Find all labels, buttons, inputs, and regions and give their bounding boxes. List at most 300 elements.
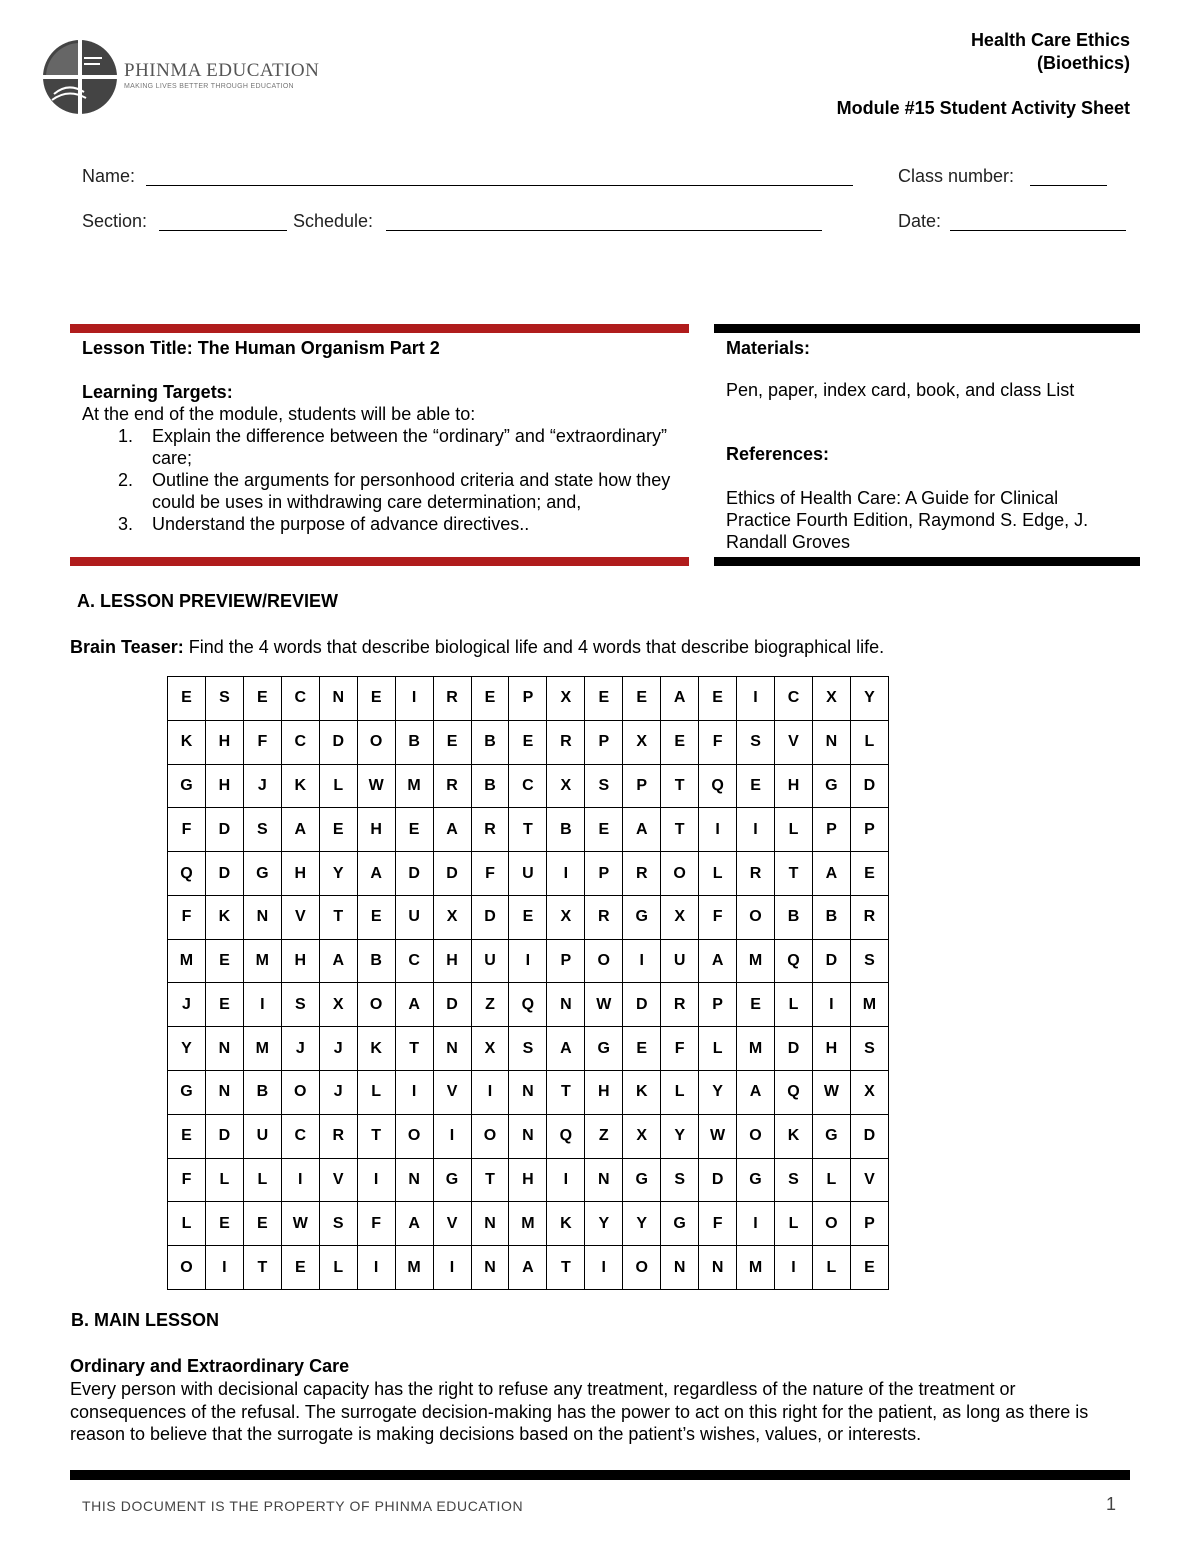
grid-cell: W bbox=[281, 1202, 319, 1246]
grid-cell: K bbox=[281, 764, 319, 808]
grid-cell: E bbox=[168, 1114, 206, 1158]
grid-cell: C bbox=[281, 1114, 319, 1158]
grid-cell: F bbox=[661, 1027, 699, 1071]
grid-cell: O bbox=[395, 1114, 433, 1158]
grid-cell: F bbox=[699, 720, 737, 764]
grid-cell: H bbox=[205, 764, 243, 808]
grid-cell: M bbox=[850, 983, 888, 1027]
grid-cell: E bbox=[699, 677, 737, 721]
grid-cell: T bbox=[243, 1246, 281, 1290]
grid-row bbox=[168, 1027, 889, 1071]
grid-cell: S bbox=[585, 764, 623, 808]
grid-cell: X bbox=[850, 1071, 888, 1115]
grid-cell: O bbox=[812, 1202, 850, 1246]
grid-cell: E bbox=[509, 895, 547, 939]
grid-cell: O bbox=[281, 1071, 319, 1115]
grid-cell: Y bbox=[168, 1027, 206, 1071]
grid-cell: I bbox=[395, 1071, 433, 1115]
grid-cell: G bbox=[243, 852, 281, 896]
grid-cell: N bbox=[661, 1246, 699, 1290]
grid-cell: E bbox=[585, 677, 623, 721]
grid-cell: H bbox=[433, 939, 471, 983]
grid-cell: K bbox=[623, 1071, 661, 1115]
grid-cell: R bbox=[661, 983, 699, 1027]
grid-cell: I bbox=[471, 1071, 509, 1115]
grid-cell: L bbox=[775, 1202, 813, 1246]
grid-cell: L bbox=[699, 1027, 737, 1071]
grid-cell: H bbox=[281, 939, 319, 983]
grid-cell: F bbox=[699, 1202, 737, 1246]
grid-cell: S bbox=[509, 1027, 547, 1071]
references-text: Ethics of Health Care: A Guide for Clinical Practice Fourth Edition, Raymond S. Edge, J. Randall Groves bbox=[726, 488, 1089, 552]
grid-cell: S bbox=[281, 983, 319, 1027]
grid-cell: I bbox=[585, 1246, 623, 1290]
grid-cell: E bbox=[623, 1027, 661, 1071]
grid-cell: E bbox=[205, 983, 243, 1027]
grid-cell: H bbox=[205, 720, 243, 764]
grid-cell: D bbox=[850, 1114, 888, 1158]
grid-row bbox=[168, 677, 889, 721]
grid-cell: T bbox=[547, 1071, 585, 1115]
grid-cell: F bbox=[699, 895, 737, 939]
grid-cell: E bbox=[471, 677, 509, 721]
grid-cell: C bbox=[395, 939, 433, 983]
grid-cell: J bbox=[168, 983, 206, 1027]
grid-cell: B bbox=[775, 895, 813, 939]
grid-cell: I bbox=[357, 1158, 395, 1202]
grid-cell: G bbox=[585, 1027, 623, 1071]
brain-teaser-label: Brain Teaser: bbox=[70, 637, 184, 657]
grid-cell: I bbox=[737, 1202, 775, 1246]
grid-cell: D bbox=[205, 808, 243, 852]
grid-cell: R bbox=[471, 808, 509, 852]
grid-cell: D bbox=[699, 1158, 737, 1202]
grid-cell: C bbox=[775, 677, 813, 721]
grid-cell: I bbox=[737, 677, 775, 721]
grid-cell: D bbox=[812, 939, 850, 983]
grid-cell: G bbox=[433, 1158, 471, 1202]
grid-cell: R bbox=[623, 852, 661, 896]
grid-row bbox=[168, 983, 889, 1027]
grid-cell: T bbox=[357, 1114, 395, 1158]
section-field[interactable] bbox=[159, 230, 287, 231]
course-title: Health Care Ethics bbox=[970, 30, 1130, 50]
grid-cell: Y bbox=[661, 1114, 699, 1158]
word-search-grid bbox=[167, 676, 889, 1290]
grid-cell: A bbox=[433, 808, 471, 852]
grid-cell: H bbox=[281, 852, 319, 896]
grid-cell: Q bbox=[547, 1114, 585, 1158]
lesson-box-bottom-bar bbox=[70, 557, 689, 566]
grid-row bbox=[168, 764, 889, 808]
grid-cell: E bbox=[357, 677, 395, 721]
grid-cell: M bbox=[395, 1246, 433, 1290]
grid-cell: I bbox=[547, 852, 585, 896]
grid-cell: Q bbox=[509, 983, 547, 1027]
grid-cell: S bbox=[243, 808, 281, 852]
lesson-title: Lesson Title: The Human Organism Part 2 bbox=[82, 338, 440, 358]
grid-cell: N bbox=[509, 1114, 547, 1158]
grid-cell: A bbox=[547, 1027, 585, 1071]
section-a-heading: A. LESSON PREVIEW/REVIEW bbox=[77, 591, 339, 611]
grid-cell: I bbox=[547, 1158, 585, 1202]
grid-cell: I bbox=[812, 983, 850, 1027]
grid-cell: S bbox=[319, 1202, 357, 1246]
grid-cell: I bbox=[357, 1246, 395, 1290]
grid-cell: S bbox=[850, 939, 888, 983]
grid-cell: S bbox=[775, 1158, 813, 1202]
grid-cell: H bbox=[812, 1027, 850, 1071]
grid-cell: V bbox=[281, 895, 319, 939]
grid-cell: H bbox=[357, 808, 395, 852]
grid-cell: S bbox=[850, 1027, 888, 1071]
grid-cell: F bbox=[168, 895, 206, 939]
grid-row bbox=[168, 1158, 889, 1202]
grid-cell: K bbox=[775, 1114, 813, 1158]
grid-cell: N bbox=[812, 720, 850, 764]
grid-cell: A bbox=[699, 939, 737, 983]
section-b-paragraph: Every person with decisional capacity has the right to refuse any treatment, regardless of the nature of the treatment or consequences of the refusal. The surrogate decision-making has the power to act on this right for the patient, as long as there is reason to believe that the surrogate is making decisions based on the patient’s wishes, values, or interests. bbox=[70, 1379, 1089, 1444]
grid-cell: L bbox=[319, 764, 357, 808]
module-title: Module #15 Student Activity Sheet bbox=[836, 98, 1130, 118]
grid-cell: P bbox=[509, 677, 547, 721]
grid-cell: P bbox=[547, 939, 585, 983]
page-number: 1 bbox=[1105, 1494, 1116, 1514]
grid-cell: Z bbox=[471, 983, 509, 1027]
grid-cell: F bbox=[168, 808, 206, 852]
logo-name: PHINMA EDUCATION bbox=[124, 60, 320, 81]
learning-targets-list bbox=[82, 425, 682, 535]
grid-cell: S bbox=[737, 720, 775, 764]
grid-cell: L bbox=[168, 1202, 206, 1246]
grid-cell: D bbox=[433, 852, 471, 896]
list-item-text: Outline the arguments for personhood criteria and state how they could be uses in withdrawing care determination; and, bbox=[152, 470, 671, 512]
grid-cell: M bbox=[737, 939, 775, 983]
section-b-heading: B. MAIN LESSON bbox=[71, 1310, 220, 1330]
name-field[interactable] bbox=[146, 185, 853, 186]
course-subtitle: (Bioethics) bbox=[1036, 53, 1130, 73]
grid-cell: X bbox=[547, 677, 585, 721]
grid-cell: U bbox=[243, 1114, 281, 1158]
grid-row bbox=[168, 1071, 889, 1115]
grid-cell: H bbox=[585, 1071, 623, 1115]
grid-cell: Y bbox=[699, 1071, 737, 1115]
schedule-field[interactable] bbox=[386, 230, 822, 231]
section-b-subheading: Ordinary and Extraordinary Care bbox=[70, 1356, 350, 1376]
grid-cell: N bbox=[585, 1158, 623, 1202]
grid-cell: U bbox=[395, 895, 433, 939]
grid-cell: L bbox=[775, 983, 813, 1027]
grid-cell: E bbox=[243, 1202, 281, 1246]
grid-cell: G bbox=[623, 1158, 661, 1202]
grid-cell: R bbox=[547, 720, 585, 764]
grid-cell: I bbox=[243, 983, 281, 1027]
grid-cell: U bbox=[471, 939, 509, 983]
date-field[interactable] bbox=[950, 230, 1126, 231]
grid-cell: E bbox=[319, 808, 357, 852]
grid-cell: G bbox=[812, 764, 850, 808]
materials-heading: Materials: bbox=[726, 338, 811, 358]
grid-cell: M bbox=[737, 1027, 775, 1071]
grid-cell: L bbox=[775, 808, 813, 852]
grid-cell: A bbox=[319, 939, 357, 983]
grid-cell: P bbox=[585, 720, 623, 764]
grid-cell: R bbox=[433, 677, 471, 721]
grid-cell: D bbox=[319, 720, 357, 764]
brain-teaser-text: Find the 4 words that describe biological life and 4 words that describe biographical life. bbox=[183, 637, 885, 657]
list-item-number: 2. bbox=[118, 470, 134, 490]
grid-cell: S bbox=[205, 677, 243, 721]
grid-cell: T bbox=[509, 808, 547, 852]
date-label: Date: bbox=[898, 211, 942, 231]
grid-row bbox=[168, 939, 889, 983]
grid-cell: C bbox=[281, 720, 319, 764]
grid-cell: O bbox=[737, 895, 775, 939]
grid-cell: U bbox=[661, 939, 699, 983]
grid-cell: J bbox=[319, 1027, 357, 1071]
grid-cell: Y bbox=[319, 852, 357, 896]
grid-cell: E bbox=[433, 720, 471, 764]
grid-cell: A bbox=[395, 1202, 433, 1246]
grid-cell: O bbox=[737, 1114, 775, 1158]
learning-targets-heading: Learning Targets: bbox=[82, 382, 233, 402]
grid-cell: Q bbox=[168, 852, 206, 896]
grid-cell: M bbox=[243, 939, 281, 983]
grid-cell: G bbox=[737, 1158, 775, 1202]
grid-cell: T bbox=[395, 1027, 433, 1071]
grid-cell: X bbox=[623, 720, 661, 764]
grid-cell: S bbox=[661, 1158, 699, 1202]
grid-cell: P bbox=[585, 852, 623, 896]
grid-cell: I bbox=[623, 939, 661, 983]
grid-cell: M bbox=[395, 764, 433, 808]
grid-row bbox=[168, 1246, 889, 1290]
footer-text: THIS DOCUMENT IS THE PROPERTY OF PHINMA EDUCATION bbox=[82, 1498, 524, 1514]
footer-bar bbox=[70, 1470, 1130, 1480]
grid-cell: I bbox=[205, 1246, 243, 1290]
grid-row bbox=[168, 1114, 889, 1158]
grid-cell: F bbox=[471, 852, 509, 896]
grid-cell: I bbox=[699, 808, 737, 852]
grid-row bbox=[168, 852, 889, 896]
grid-cell: M bbox=[737, 1246, 775, 1290]
grid-cell: E bbox=[243, 677, 281, 721]
grid-cell: A bbox=[661, 677, 699, 721]
lesson-box-top-bar bbox=[70, 324, 689, 333]
grid-cell: E bbox=[281, 1246, 319, 1290]
brain-teaser bbox=[70, 636, 884, 659]
grid-row bbox=[168, 720, 889, 764]
grid-cell: Y bbox=[623, 1202, 661, 1246]
grid-cell: N bbox=[471, 1202, 509, 1246]
grid-cell: N bbox=[205, 1071, 243, 1115]
grid-cell: D bbox=[471, 895, 509, 939]
grid-cell: F bbox=[168, 1158, 206, 1202]
materials-box-top-bar bbox=[714, 324, 1140, 333]
grid-cell: R bbox=[850, 895, 888, 939]
grid-cell: T bbox=[661, 764, 699, 808]
list-item-text: Explain the difference between the “ordinary” and “extraordinary” care; bbox=[152, 426, 667, 468]
grid-cell: E bbox=[623, 677, 661, 721]
materials-box-bottom-bar bbox=[714, 557, 1140, 566]
grid-row bbox=[168, 808, 889, 852]
grid-cell: B bbox=[243, 1071, 281, 1115]
grid-cell: O bbox=[623, 1246, 661, 1290]
grid-cell: K bbox=[205, 895, 243, 939]
grid-cell: I bbox=[509, 939, 547, 983]
grid-cell: F bbox=[243, 720, 281, 764]
grid-cell: Y bbox=[585, 1202, 623, 1246]
grid-cell: O bbox=[357, 720, 395, 764]
grid-cell: J bbox=[281, 1027, 319, 1071]
grid-cell: Q bbox=[699, 764, 737, 808]
grid-cell: N bbox=[471, 1246, 509, 1290]
grid-cell: P bbox=[623, 764, 661, 808]
grid-cell: L bbox=[812, 1246, 850, 1290]
grid-cell: W bbox=[812, 1071, 850, 1115]
grid-cell: K bbox=[168, 720, 206, 764]
grid-cell: A bbox=[357, 852, 395, 896]
grid-cell: I bbox=[775, 1246, 813, 1290]
grid-cell: N bbox=[699, 1246, 737, 1290]
grid-cell: B bbox=[471, 720, 509, 764]
grid-cell: L bbox=[205, 1158, 243, 1202]
grid-cell: Q bbox=[775, 1071, 813, 1115]
grid-cell: N bbox=[433, 1027, 471, 1071]
grid-cell: P bbox=[850, 808, 888, 852]
list-item bbox=[82, 513, 682, 535]
materials-text: Pen, paper, index card, book, and class List bbox=[726, 380, 1075, 400]
grid-cell: V bbox=[433, 1202, 471, 1246]
class-number-field[interactable] bbox=[1030, 185, 1107, 186]
grid-cell: A bbox=[623, 808, 661, 852]
grid-cell: O bbox=[661, 852, 699, 896]
grid-cell: X bbox=[319, 983, 357, 1027]
grid-cell: W bbox=[699, 1114, 737, 1158]
grid-cell: G bbox=[168, 1071, 206, 1115]
grid-cell: X bbox=[661, 895, 699, 939]
grid-cell: D bbox=[205, 1114, 243, 1158]
name-label: Name: bbox=[82, 166, 136, 186]
grid-cell: L bbox=[850, 720, 888, 764]
grid-cell: A bbox=[281, 808, 319, 852]
grid-cell: I bbox=[395, 677, 433, 721]
grid-cell: L bbox=[357, 1071, 395, 1115]
grid-cell: N bbox=[509, 1071, 547, 1115]
grid-cell: C bbox=[281, 677, 319, 721]
grid-cell: N bbox=[205, 1027, 243, 1071]
list-item-number: 3. bbox=[118, 514, 134, 534]
grid-cell: D bbox=[775, 1027, 813, 1071]
grid-cell: M bbox=[243, 1027, 281, 1071]
grid-cell: W bbox=[585, 983, 623, 1027]
grid-cell: F bbox=[357, 1202, 395, 1246]
grid-cell: N bbox=[395, 1158, 433, 1202]
grid-cell: D bbox=[433, 983, 471, 1027]
grid-cell: B bbox=[547, 808, 585, 852]
grid-cell: L bbox=[661, 1071, 699, 1115]
grid-cell: E bbox=[357, 895, 395, 939]
grid-cell: T bbox=[547, 1246, 585, 1290]
class-number-label: Class number: bbox=[898, 166, 1015, 186]
grid-cell: X bbox=[623, 1114, 661, 1158]
grid-cell: L bbox=[812, 1158, 850, 1202]
grid-cell: R bbox=[319, 1114, 357, 1158]
grid-cell: N bbox=[243, 895, 281, 939]
grid-cell: E bbox=[205, 939, 243, 983]
grid-cell: T bbox=[775, 852, 813, 896]
grid-cell: O bbox=[357, 983, 395, 1027]
grid-cell: B bbox=[812, 895, 850, 939]
grid-cell: H bbox=[509, 1158, 547, 1202]
grid-cell: P bbox=[812, 808, 850, 852]
list-item-text: Understand the purpose of advance directives.. bbox=[152, 514, 530, 534]
grid-cell: I bbox=[737, 808, 775, 852]
grid-cell: I bbox=[433, 1114, 471, 1158]
grid-cell: E bbox=[850, 1246, 888, 1290]
grid-cell: X bbox=[812, 677, 850, 721]
grid-cell: T bbox=[471, 1158, 509, 1202]
grid-cell: E bbox=[661, 720, 699, 764]
grid-cell: X bbox=[433, 895, 471, 939]
grid-cell: Z bbox=[585, 1114, 623, 1158]
grid-cell: V bbox=[319, 1158, 357, 1202]
grid-cell: O bbox=[471, 1114, 509, 1158]
learning-targets-intro: At the end of the module, students will be able to: bbox=[82, 404, 476, 424]
materials-box bbox=[726, 337, 1126, 553]
grid-cell: O bbox=[585, 939, 623, 983]
grid-cell: I bbox=[433, 1246, 471, 1290]
grid-cell: B bbox=[395, 720, 433, 764]
grid-cell: B bbox=[471, 764, 509, 808]
grid-cell: M bbox=[168, 939, 206, 983]
grid-cell: N bbox=[319, 677, 357, 721]
grid-cell: R bbox=[737, 852, 775, 896]
schedule-label: Schedule: bbox=[293, 211, 374, 231]
grid-cell: L bbox=[243, 1158, 281, 1202]
grid-cell: A bbox=[395, 983, 433, 1027]
grid-cell: J bbox=[319, 1071, 357, 1115]
grid-row bbox=[168, 1202, 889, 1246]
grid-cell: T bbox=[319, 895, 357, 939]
grid-cell: E bbox=[395, 808, 433, 852]
grid-row bbox=[168, 895, 889, 939]
grid-cell: G bbox=[623, 895, 661, 939]
grid-cell: E bbox=[737, 764, 775, 808]
grid-cell: N bbox=[547, 983, 585, 1027]
list-item bbox=[82, 425, 682, 469]
grid-cell: H bbox=[775, 764, 813, 808]
section-label: Section: bbox=[82, 211, 148, 231]
grid-cell: L bbox=[319, 1246, 357, 1290]
grid-cell: E bbox=[737, 983, 775, 1027]
grid-cell: D bbox=[205, 852, 243, 896]
grid-cell: P bbox=[699, 983, 737, 1027]
grid-cell: W bbox=[357, 764, 395, 808]
grid-cell: X bbox=[547, 895, 585, 939]
grid-cell: K bbox=[547, 1202, 585, 1246]
grid-cell: X bbox=[547, 764, 585, 808]
grid-cell: L bbox=[699, 852, 737, 896]
references-heading: References: bbox=[726, 444, 830, 464]
grid-cell: E bbox=[168, 677, 206, 721]
grid-cell: E bbox=[850, 852, 888, 896]
grid-cell: I bbox=[281, 1158, 319, 1202]
grid-cell: D bbox=[395, 852, 433, 896]
grid-cell: D bbox=[623, 983, 661, 1027]
grid-cell: Y bbox=[850, 677, 888, 721]
grid-cell: E bbox=[509, 720, 547, 764]
